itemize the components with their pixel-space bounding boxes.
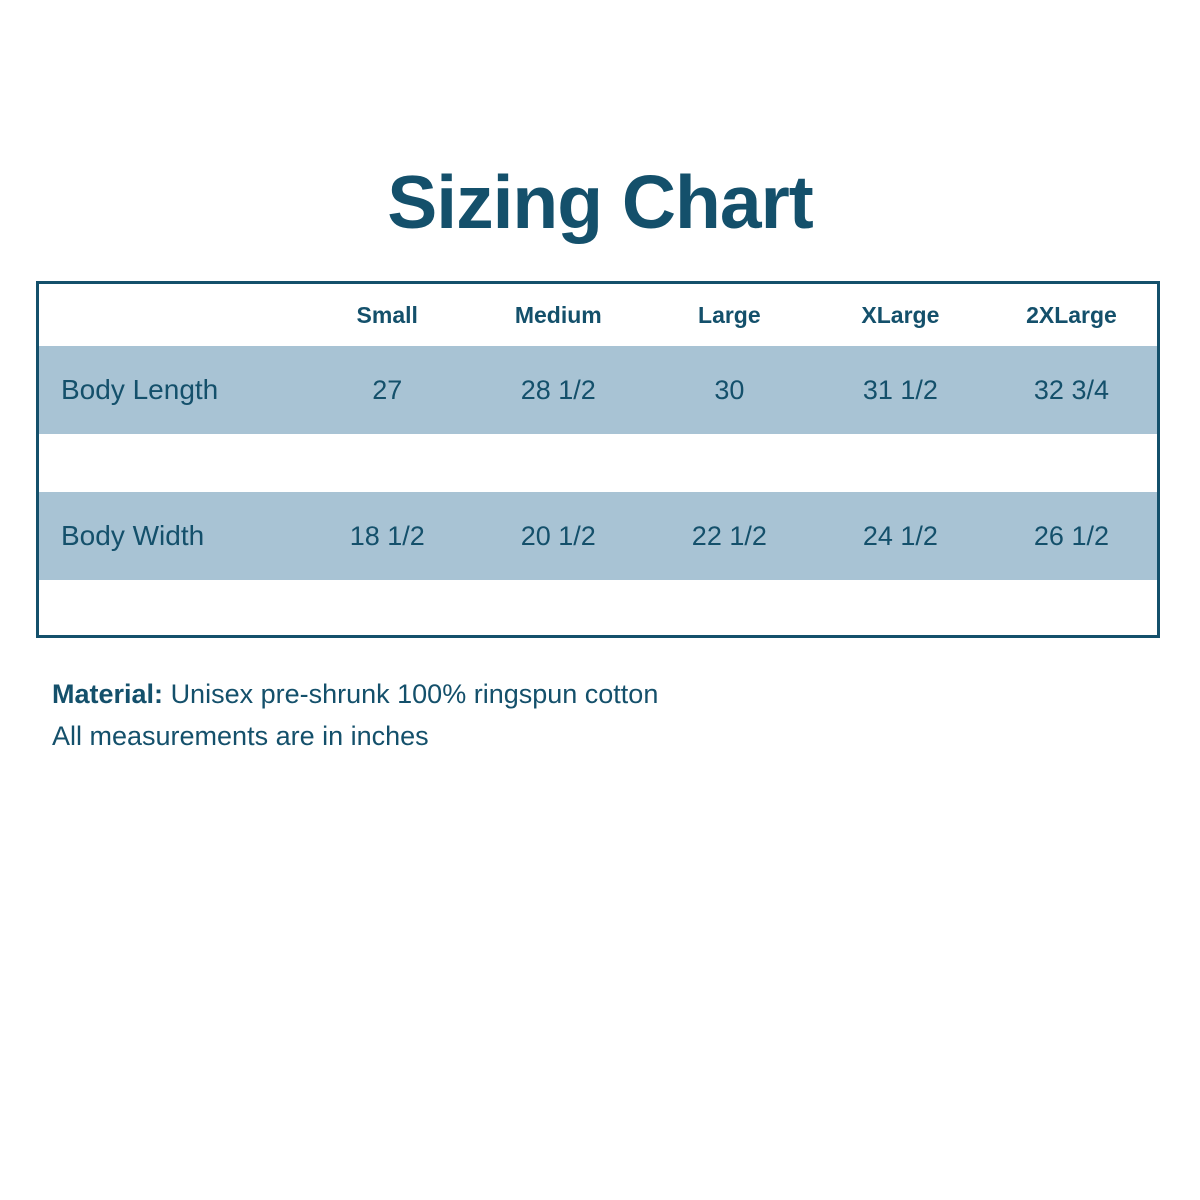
- cell-body-length-xlarge: 31 1/2: [815, 346, 986, 434]
- table-row: [39, 492, 1157, 580]
- page-title: Sizing Chart: [387, 160, 813, 244]
- spacer-cell: [644, 580, 815, 635]
- spacer-cell: [473, 580, 644, 635]
- sizing-table-container: [36, 281, 1160, 638]
- column-header-measure: [39, 284, 302, 346]
- column-header-2xlarge: 2XLarge: [986, 284, 1157, 346]
- cell-body-width-large: 22 1/2: [644, 492, 815, 580]
- row-label-body-width: Body Width: [39, 492, 302, 580]
- spacer-cell: [302, 434, 473, 492]
- measurements-note: All measurements are in inches: [52, 720, 429, 751]
- cell-body-width-small: 18 1/2: [302, 492, 473, 580]
- cell-body-width-medium: 20 1/2: [473, 492, 644, 580]
- table-spacer-row: [39, 434, 1157, 492]
- cell-body-length-medium: 28 1/2: [473, 346, 644, 434]
- table-header-row: [39, 284, 1157, 346]
- spacer-cell: [644, 434, 815, 492]
- cell-body-length-large: 30: [644, 346, 815, 434]
- cell-body-length-small: 27: [302, 346, 473, 434]
- spacer-cell: [815, 434, 986, 492]
- spacer-cell: [986, 434, 1157, 492]
- material-note: [52, 674, 1152, 716]
- spacer-cell: [39, 580, 302, 635]
- footnotes: [52, 674, 1152, 758]
- column-header-medium: Medium: [473, 284, 644, 346]
- row-label-body-length: Body Length: [39, 346, 302, 434]
- cell-body-length-2xlarge: 32 3/4: [986, 346, 1157, 434]
- column-header-large: Large: [644, 284, 815, 346]
- spacer-cell: [473, 434, 644, 492]
- cell-body-width-xlarge: 24 1/2: [815, 492, 986, 580]
- table-spacer-row: [39, 580, 1157, 635]
- column-header-xlarge: XLarge: [815, 284, 986, 346]
- material-label: Material:: [52, 679, 164, 709]
- cell-body-width-2xlarge: 26 1/2: [986, 492, 1157, 580]
- spacer-cell: [39, 434, 302, 492]
- material-text: Unisex pre-shrunk 100% ringspun cotton: [170, 679, 659, 709]
- spacer-cell: [986, 580, 1157, 635]
- spacer-cell: [302, 580, 473, 635]
- column-header-small: Small: [302, 284, 473, 346]
- spacer-cell: [815, 580, 986, 635]
- sizing-table: [39, 284, 1157, 635]
- table-row: [39, 346, 1157, 434]
